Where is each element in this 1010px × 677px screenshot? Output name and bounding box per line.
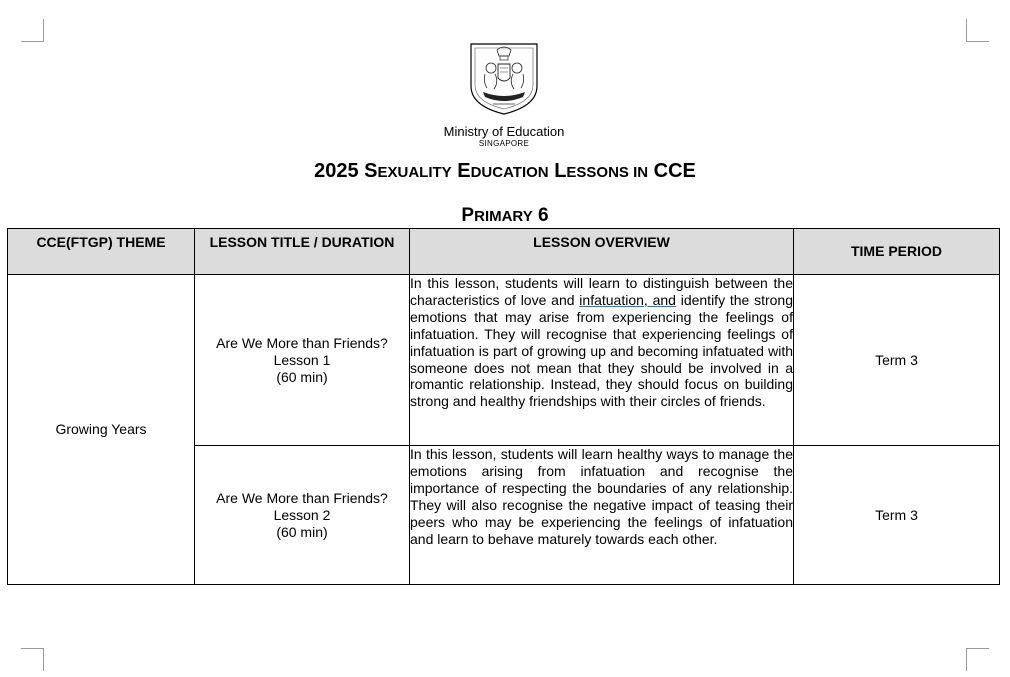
crop-mark-top-right	[966, 19, 989, 42]
spellcheck-underlined-text: infatuation, and	[579, 291, 676, 308]
ministry-country: SINGAPORE	[478, 139, 530, 148]
time-period-cell: Term 3	[794, 275, 1000, 446]
document-subtitle: PRIMARY 6	[461, 205, 549, 226]
lesson-overview-cell: In this lesson, students will learn to distinguish between the characteristics of love and infatuation, and identify the strong emotions that may arise from experiencing the feelings of infatuation. They will recognise that experiencing feelings of infatuation is part of growing up and becoming infatuated with someone does not mean that they should be involved in a romantic relationship. Instead, they should focus on building strong and healthy friendships with their circles of friends.	[410, 275, 794, 446]
lesson-title: Are We More than Friends?	[216, 334, 388, 351]
theme-cell: Growing Years	[8, 275, 195, 585]
lesson-overview-cell: In this lesson, students will learn healthy ways to manage the emotions arising from infatuation and recognise the importance of respecting the boundaries of any relationship. They will also recognise the negative impact of teasing their peers who may be experiencing the feelings of infatuation and learn to behave maturely towards each other.	[410, 446, 794, 585]
lesson-title-cell	[195, 446, 410, 585]
time-period-cell: Term 3	[794, 446, 1000, 585]
lesson-number: Lesson 1	[273, 351, 331, 368]
column-header-theme: CCE(FTGP) THEME	[8, 229, 195, 275]
lesson-duration: (60 min)	[276, 523, 328, 540]
lesson-number: Lesson 2	[273, 506, 331, 523]
column-header-time-period: TIME PERIOD	[794, 229, 1000, 275]
table-header-row	[8, 229, 1000, 275]
crop-mark-bottom-right	[966, 648, 989, 671]
lesson-title-cell	[195, 275, 410, 446]
table-row	[8, 275, 1000, 446]
lesson-duration: (60 min)	[276, 368, 328, 385]
document-title: 2025 SEXUALITY EDUCATION LESSONS IN CCE	[314, 160, 696, 182]
column-header-lesson-title: LESSON TITLE / DURATION	[195, 229, 410, 275]
crop-mark-bottom-left	[21, 648, 44, 671]
ministry-name: Ministry of Education	[443, 124, 565, 139]
moe-crest-logo	[469, 42, 539, 116]
lesson-title: Are We More than Friends?	[216, 489, 388, 506]
column-header-overview: LESSON OVERVIEW	[410, 229, 794, 275]
crop-mark-top-left	[21, 19, 44, 42]
lessons-table	[7, 228, 1000, 585]
